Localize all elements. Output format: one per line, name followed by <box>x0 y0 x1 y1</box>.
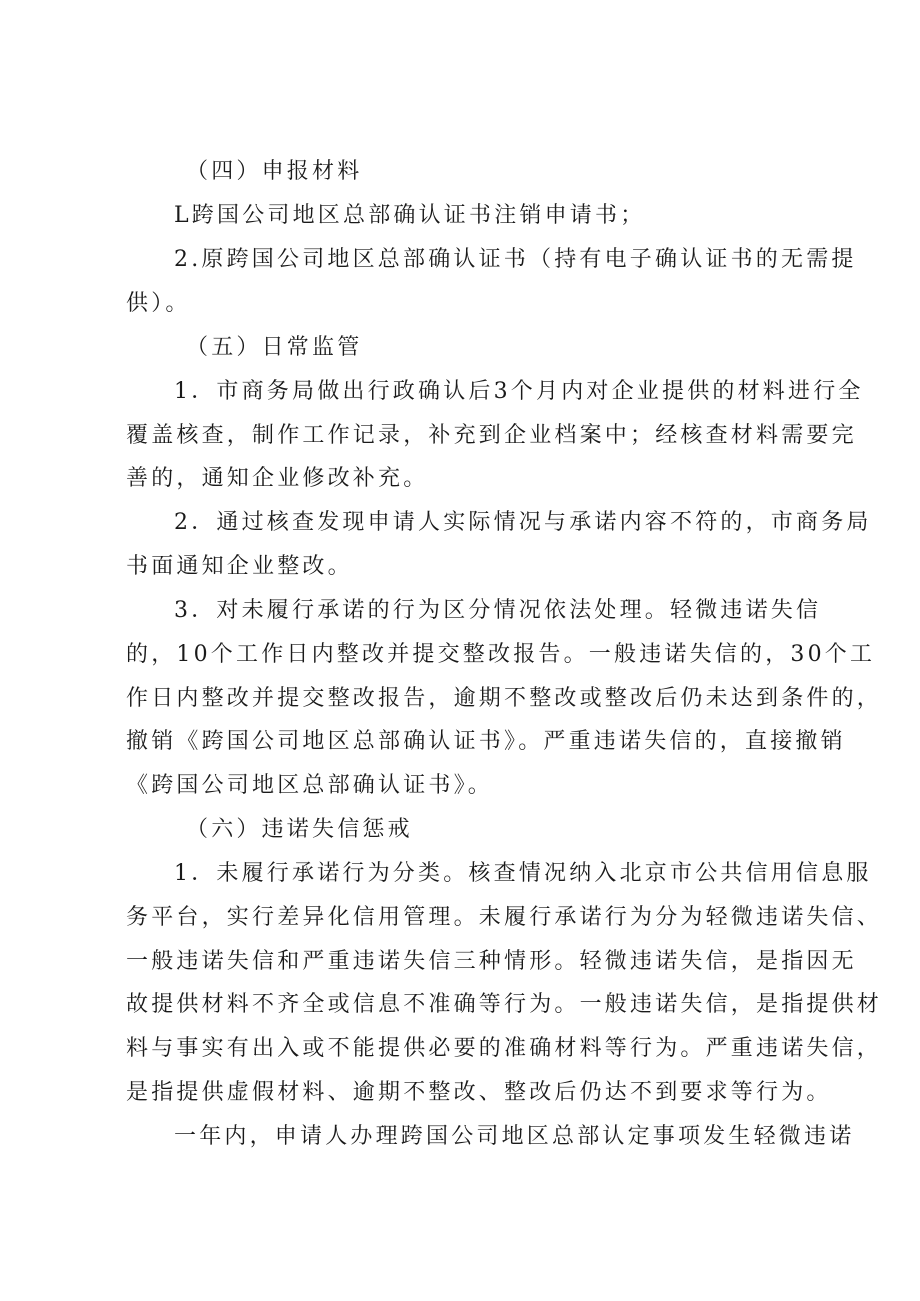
paragraph-line: 1．市商务局做出行政确认后3个月内对企业提供的材料进行全 <box>174 379 864 404</box>
paragraph-line: L跨国公司地区总部确认证书注销申请书； <box>174 203 646 228</box>
section-heading-4: （四）申报材料 <box>186 159 363 184</box>
paragraph-line: 料与事实有出入或不能提供必要的准确材料等行为。严重违诺失信， <box>126 1036 883 1061</box>
paragraph-line: 是指提供虚假材料、逾期不整改、整改后仍达不到要求等行为。 <box>126 1080 832 1105</box>
paragraph-line: 覆盖核查，制作工作记录，补充到企业档案中；经核查材料需要完 <box>126 423 857 448</box>
paragraph-line: 1．未履行承诺行为分类。核查情况纳入北京市公共信用信息服 <box>174 861 872 886</box>
paragraph-line: 作日内整改并提交整改报告，逾期不整改或整改后仍未达到条件的， <box>126 686 883 711</box>
paragraph-line: 务平台，实行差异化信用管理。未履行承诺行为分为轻微违诺失信、 <box>126 905 883 930</box>
paragraph-line: 供）。 <box>126 291 191 316</box>
paragraph-line: 书面通知企业整改。 <box>126 554 353 579</box>
paragraph-line: 3．对未履行承诺的行为区分情况依法处理。轻微违诺失信 <box>174 598 822 623</box>
paragraph-line: 2．通过核查发现申请人实际情况与承诺内容不符的，市商务局 <box>174 510 872 535</box>
paragraph-line: 《跨国公司地区总部确认证书》。 <box>126 773 494 798</box>
section-heading-5: （五）日常监管 <box>186 335 363 360</box>
paragraph-line: 善的，通知企业修改补充。 <box>126 466 429 491</box>
paragraph-line: 2.原跨国公司地区总部确认证书（持有电子确认证书的无需提 <box>174 247 857 272</box>
paragraph-line: 一般违诺失信和严重违诺失信三种情形。轻微违诺失信，是指因无 <box>126 949 857 974</box>
paragraph-line: 撤销《跨国公司地区总部确认证书》。严重违诺失信的，直接撤销 <box>126 729 846 754</box>
paragraph-line: 一年内，申请人办理跨国公司地区总部认定事项发生轻微违诺 <box>174 1124 855 1149</box>
section-heading-6: （六）违诺失信惩戒 <box>186 817 413 842</box>
paragraph-line: 故提供材料不齐全或信息不准确等行为。一般违诺失信，是指提供材 <box>126 992 883 1017</box>
paragraph-line: 的，10个工作日内整改并提交整改报告。一般违诺失信的，30个工 <box>126 642 876 667</box>
